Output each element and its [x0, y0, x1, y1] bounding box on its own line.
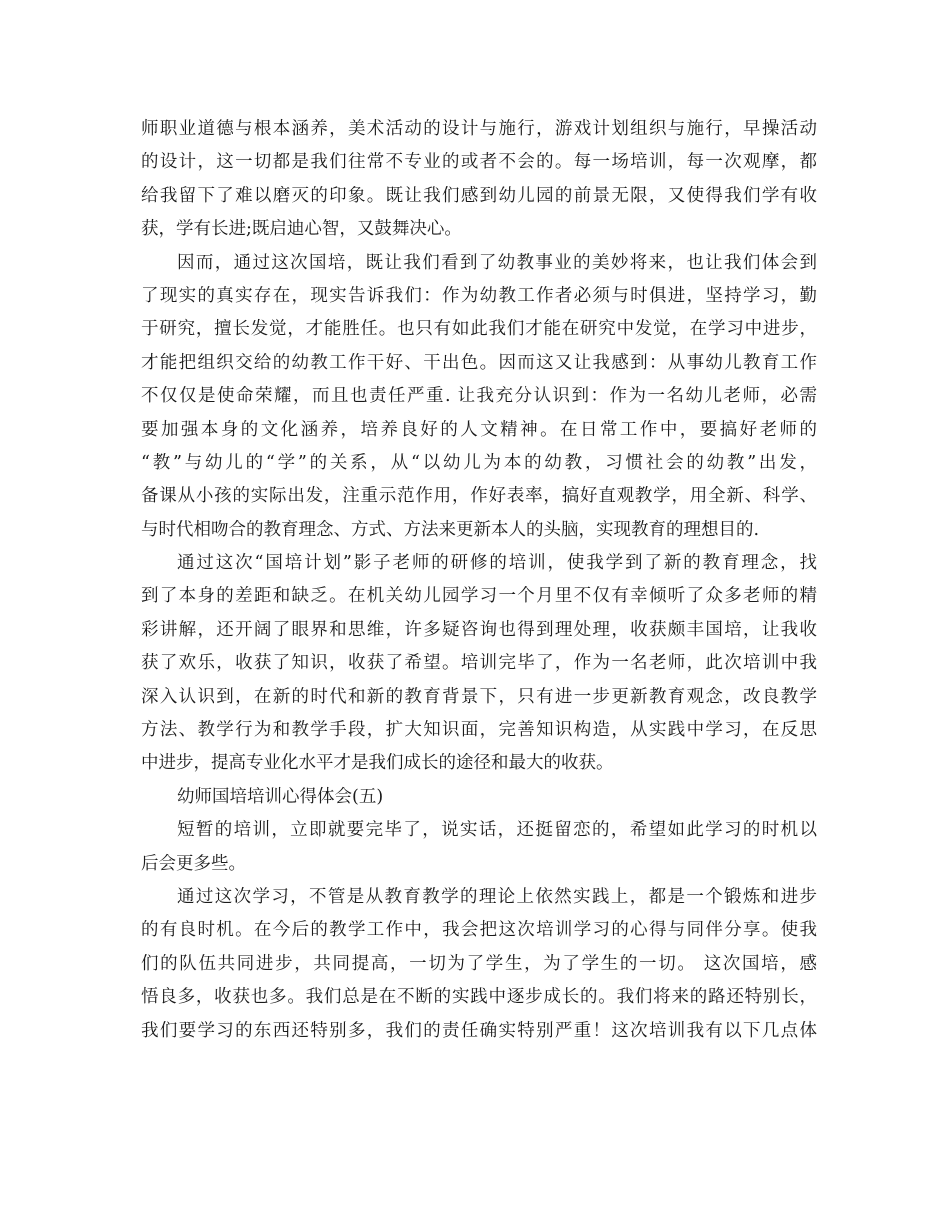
text-line: 要加强本身的文化涵养，培养良好的人文精神。在日常工作中，要搞好老师的 — [141, 419, 817, 440]
text-line: 通过这次“国培计划”影子老师的研修的培训，使我学到了新的教育理念，找 — [177, 553, 817, 574]
text-line: 深入认识到，在新的时代和新的教育背景下，只有进一步更新教育观念，改良教学 — [141, 686, 817, 707]
text-line: 短暂的培训，立即就要完毕了，说实话，还挺留恋的，希望如此学习的时机以 — [177, 820, 817, 841]
text-line: 获了欢乐，收获了知识，收获了希望。培训完毕了，作为一名老师，此次培训中我 — [141, 653, 817, 674]
text-line: 师职业道德与根本涵养，美术活动的设计与施行，游戏计划组织与施行，早操活动 — [141, 119, 817, 139]
text-line: 于研究，擅长发觉，才能胜任。也只有如此我们才能在研究中发觉，在学习中进步， — [141, 319, 817, 340]
text-line: 因而，通过这次国培，既让我们看到了幼教事业的美妙将来，也让我们体会到 — [177, 252, 817, 273]
text-line: 方法、教学行为和教学手段，扩大知识面，完善知识构造，从实践中学习，在反思 — [141, 720, 817, 741]
text-line: 不仅仅是使命荣耀，而且也责任严重. 让我充分认识到：作为一名幼儿老师，必需 — [141, 386, 817, 407]
text-line: 的有良时机。在今后的教学工作中，我会把这次培训学习的心得与同伴分享。使我 — [141, 920, 817, 941]
text-line: 了现实的真实存在，现实告诉我们：作为幼教工作者必须与时俱进，坚持学习，勤 — [141, 285, 817, 306]
text-line: 后会更多些。 — [141, 853, 246, 874]
text-line: 彩讲解，还开阔了眼界和思维，许多疑咨询也得到理处理，收获颇丰国培，让我收 — [141, 619, 817, 640]
text-line: 们的队伍共同进步，共同提高，一切为了学生，为了学生的一切。 这次国培，感 — [141, 953, 817, 974]
text-line: 获，学有长进;既启迪心智，又鼓舞决心。 — [141, 219, 462, 240]
text-line: 的设计，这一切都是我们往常不专业的或者不会的。每一场培训，每一次观摩，都 — [141, 152, 817, 173]
text-line: 备课从小孩的实际出发，注重示范作用，作好表率，搞好直观教学，用全新、科学、 — [141, 486, 817, 507]
text-line: “教”与幼儿的“学”的关系，从“以幼儿为本的幼教，习惯社会的幼教”出发， — [141, 452, 817, 473]
document-body — [141, 113, 817, 1048]
text-line: 才能把组织交给的幼教工作干好、干出色。因而这又让我感到：从事幼儿教育工作 — [141, 352, 817, 373]
text-line: 通过这次学习，不管是从教育教学的理论上依然实践上，都是一个锻炼和进步 — [177, 886, 817, 907]
text-line: 到了本身的差距和缺乏。在机关幼儿园学习一个月里不仅有幸倾听了众多老师的精 — [141, 586, 817, 607]
text-line: 悟良多，收获也多。我们总是在不断的实践中逐步成长的。我们将来的路还特别长， — [141, 987, 817, 1008]
text-line: 给我留下了难以磨灭的印象。既让我们感到幼儿园的前景无限，又使得我们学有收 — [141, 185, 817, 206]
text-line: 我们要学习的东西还特别多，我们的责任确实特别严重！这次培训我有以下几点体 — [141, 1020, 817, 1041]
text-line: 中进步，提高专业化水平才是我们成长的途径和最大的收获。 — [141, 753, 614, 774]
text-line: 幼师国培培训心得体会(五) — [177, 786, 384, 807]
text-line: 与时代相吻合的教育理念、方式、方法来更新本人的头脑，实现教育的理想目的. — [141, 519, 760, 540]
